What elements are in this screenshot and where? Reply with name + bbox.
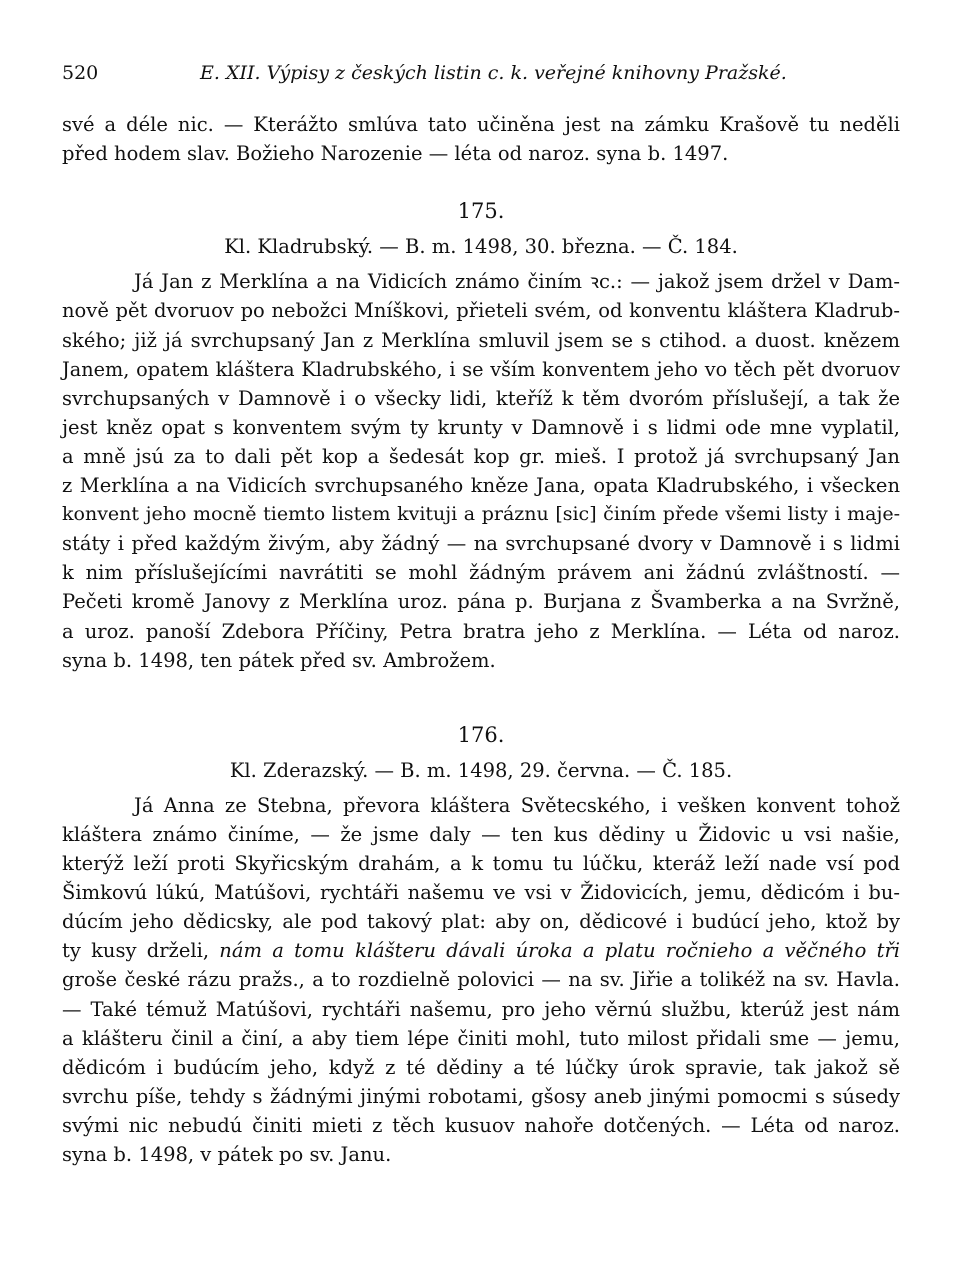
text-line: ského; již já svrchupsaný Jan z Merklína smluvil jsem se s ctihod. a duost. knězem [62,328,900,352]
text-line: svrchu píše, tehdy s žádnými jinými robotami, gšosy aneb jinými pomocmi s súsedy [62,1084,900,1108]
text-line: Janem, opatem kláštera Kladrubského, i se vším konventem jeho vo těch pět dvoruov [62,357,900,381]
intro-paragraph [62,110,900,168]
document-176 [62,721,900,1169]
text-line: Já Anna ze Stebna, převora kláštera Světecského, i vešken konvent tohož [134,793,900,817]
text-line: dědicóm i budúcím jeho, když z té dědiny a té lúčky úrok spravie, tak jakož sě [62,1055,900,1079]
document-number: 176. [457,722,505,747]
page-header [62,62,900,92]
text-line: a klášteru činil a činí, a aby tiem lépe činiti mohl, tuto milost přidali sme — jemu, [62,1026,900,1050]
text-line: Já Jan z Merklína a na Vidicích známo činím ꝛc.: — jakož jsem držel v Dam- [134,270,900,294]
text-line: groše české rázu pražs., a to rozdielně polovici — na sv. Jiřie a tolikéž na sv. Havla. [62,968,900,992]
plain-text: ty kusy drželi, [62,939,220,963]
text-line: svými nic nebudú činiti mieti z těch kusuov nahoře dotčených. — Léta od naroz. [62,1113,900,1137]
text-line: jest kněz opat s konventem svým ty krunty v Damnově i s lidmi ode mne vyplatil, [62,415,900,439]
text-line: syna b. 1498, ten pátek před sv. Ambrožem. [62,648,496,672]
running-title: E. XII. Výpisy z českých listin c. k. veřejné knihovny Pražské. [200,62,787,84]
page-body [62,110,900,1169]
text-line: nově pět dvoruov po nebožci Mníškovi, přieteli svém, od konventu kláštera Kladrub- [62,299,900,323]
text-line: kterýž leží proti Skyřicským drahám, a k tomu tu lúčku, kteráž leží nade vsí pod [62,852,900,876]
text-line: z Merklína a na Vidicích svrchupsaného kněze Jana, opata Kladrubského, i všecken [62,474,900,498]
page-number: 520 [62,62,99,84]
text-line: své a déle nic. — Kterážto smlúva tato učiněna jest na zámku Krašově tu neděli [62,113,900,136]
text-line: státy i před každým živým, aby žádný — na svrchupsané dvory v Damnově i s lidmi [62,532,900,556]
text-line: syna b. 1498, v pátek po sv. Janu. [62,1143,392,1166]
text-line: kláštera známo činíme, — že jsme daly — ten kus dědiny u Židovic u vsi našie, [62,822,900,846]
text-line: k nim příslušejícími navrátiti se mohl žádným právem ani žádnú zvláštností. — [62,561,900,585]
text-line: Pečeti kromě Janovy z Merklína uroz. pána p. Burjana z Švamberka a na Svržně, [62,590,900,614]
text-line: — Také témuž Matúšovi, rychtáři našemu, pro jeho věrnú službu, kterúž jest nám [62,997,900,1021]
text-line: dúcím jeho dědicsky, ale pod takový plat: aby on, dědicové i budúcí jeho, ktož by [62,910,900,934]
text-line: před hodem slav. Božieho Narozenie — léta od naroz. syna b. 1497. [62,142,729,166]
text-line: konvent jeho mocně tiemto listem kvituji a práznu [sic] činím přede všemi listy i maje- [62,503,900,526]
document-meta: Kl. Kladrubský. — B. m. 1498, 30. března. — Č. 184. [224,235,738,259]
text-line-with-italic [62,936,900,965]
document-number: 175. [457,199,505,224]
text-line: svrchupsaných v Damnově i o všecky lidi, kteříž k těm dvoróm příslušejí, a tak že [62,386,900,410]
italic-text: nám a tomu klášteru dávali úroka a platu ročnieho a věčného tři [219,939,901,963]
text-line: a mně jsú za to dali pět kop a šedesát kop gr. mieš. I protož já svrchupsaný Jan [62,444,900,468]
text-line: a uroz. panoší Zdebora Příčiny, Petra bratra jeho z Merklína. — Léta od naroz. [62,619,900,643]
document-175 [62,197,900,675]
document-meta: Kl. Zderazský. — B. m. 1498, 29. června. — Č. 185. [229,758,733,782]
text-line: Šimkovú lúkú, Matúšovi, rychtáři našemu ve vsi v Židovicích, jemu, dědicóm i bu- [62,881,900,905]
